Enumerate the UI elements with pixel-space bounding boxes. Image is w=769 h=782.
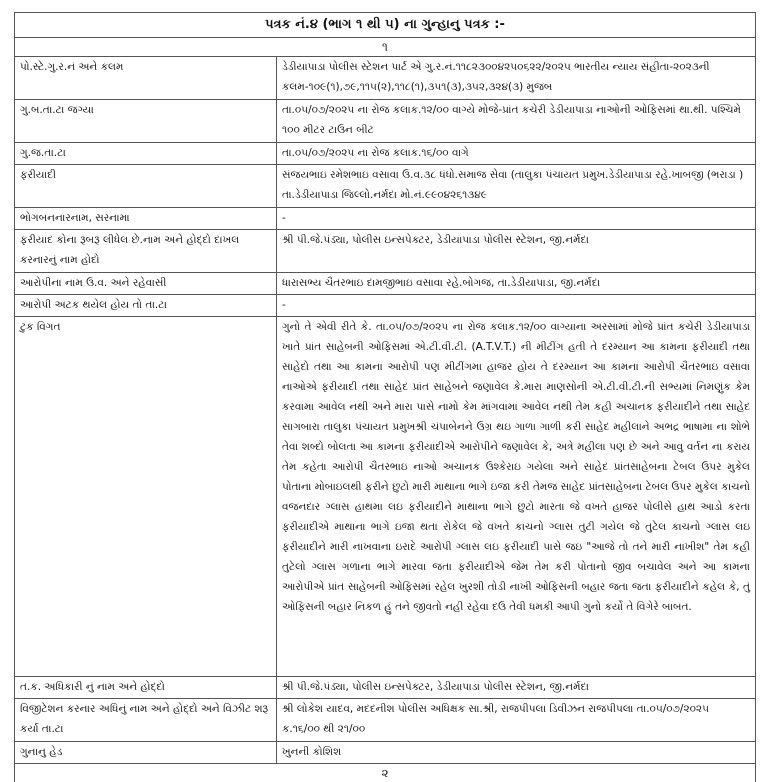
row-value: ગુનો તે એવી રીતે કે. તા.૦૫/૦૭/૨૦૨૫ ના રોજ કલાક.૧૨/૦૦ વાગ્યાના અરસામાં મોજે પ્રાંત કચેરી ડેડીયાપાડા ખાતે પ્રાંત સાહેબની ઓફિસમાં એ.ટી.વી.ટી. (A.T.V.T.) ની મીટીંગ હતી તે દરમ્યાન આ કામના ફરીયાદી તથા સાહેદો તથા આ કામના આરોપી પણ મીટીંગમા હાજર હોય તે દરમ્યાન આ કામના આરોપી ચૈતરભાઇ વસાવા નાઓએ ફરીયાદી તથા સાહેદ પ્રાંત સાહેબને જણાવેલ કે.મારા માણસોની એ.ટી.વી.ટી.ની સભ્યમાં નિમણુંક કેમ કરવામા આવેલ નથી અને મારા પાસે નામો કેમ માંગવામા આવેલ નથી તેમ કહી અચાનક ફરીયાદીને તથા સાહેદ સાગબારા તાલુકા પંચાયત પ્રમુખશ્રી ચંપાબેનને ઉગ્ર થઇ ગાળા ગાળી કરી સાહેદ મહીલાને અભદ્ર ભાષામા ના શોભે તેવા શબ્દો બોલતા આ કામના ફરીયાદીએ આરોપીને જણાવેલ કે, અત્રે મહીલા પણ છે અને આવુ વર્તન ના કરાય તેમ કહેતા આરોપી ચૈતરભાઇ નાઓ અચાનક ઉશ્કેરાઇ ગયેલા અને સાહેદ પ્રાંતસાહેબના ટેબલ ઉપર મુકેલ પોતાના મોબાઇલથી ફરીને છુટો મારી માથાના ભાગે ઇજા કરી તેમજ સાહેદ પ્રાંતસાહેબના ટેબલ ઉપર મુકેલ કાચનો વજનદાર ગ્લાસ હાથમા લઇ ફરીયાદીને માથાના ભાગે છુટો મારતા જે વખતે હાજર પોલીસે હાથ આડો કરતા ફરીયાદીએ માથાના ભાગે ઇજા થતા રોકેલ જે વખતે કાચનો ગ્લાસ તુટી ગયેલ જે તુટેલ કાચનો ગ્લાસ લઇ ફરીયાદીને મારી નાખવાના ઇરાદે આરોપી ગ્લાસ લઇ ફરીયાદી પાસે જઇ "આજે તો તને મારી નાખીશ" તેમ કહી તુટેલો ગ્લાસ ગળાના ભાગે મારવા જતા ફરીયાદીએ જેમ તેમ કરી પોતાનો જીવ બચાવેલ અને આ કામના આરોપીએ પ્રાંત સાહેબની ઓફિસમાં રહેલ ખુરશી તોડી નાખી ઓફિસની બહાર જતા જતા ફરીયાદીને કહેલ કે, તું ઓફિસની બહાર નિકળ હું તને જીવતો નહી રહેવા દઉ તેવી ધમકી આપી ગુનો કર્યો તે વિગેરે બાબત. xyxy=(277,317,756,677)
row-value: - xyxy=(277,208,756,230)
table-row xyxy=(15,230,756,273)
row-label: આરોપી અટક થયેલ હોય તો તા.ટા xyxy=(15,295,277,317)
table-row xyxy=(15,699,756,742)
table-row xyxy=(15,317,756,677)
table-row xyxy=(15,143,756,165)
row-value: - xyxy=(277,295,756,317)
table-row xyxy=(15,100,756,143)
row-value: સંજયભાઇ રમેશભાઇ વસાવા ઉ.વ.૩૮ ધંધો.સમાજ સેવા (તાલુકા પંચાયત પ્રમુખ.ડેડીયાપાડા રહે.ખાબજી (ભરાડા ) તા.ડેડીયાપાડા જિલ્લો.નર્મદા મો.નં.૯૯૦૪૨૬૧૩૪૯ xyxy=(277,165,756,208)
row-label: ગુ.બ.તા.ટા જગ્યા xyxy=(15,100,277,143)
document-page xyxy=(14,12,755,782)
table-row xyxy=(15,57,756,100)
section-number: ૧ xyxy=(15,38,756,57)
row-value: ખુનની કોશિશ xyxy=(277,742,756,764)
row-value: ડેડીયાપાડા પોલીસ સ્ટેશન પાર્ટ એ ગુ.ર.નં.૧૧૮૨૩૦૦૪૨૫૦૬૨૨/૨૦૨૫ ભારતીય ન્યાય સંહીતા-૨૦૨૩ની કલમ-૧૦૯(૧),૭૯,૧૧૫(૨),૧૧૮(૧),૩૫૧(૩),૩૫૨,૩૨૪(૩) મુજબ xyxy=(277,57,756,100)
row-label: ગુ.જ.તા.ટા xyxy=(15,143,277,165)
row-label: પો.સ્ટે.ગુ.ર.નં અને કલમ xyxy=(15,57,277,100)
table-row xyxy=(15,273,756,295)
next-section-number: ૨ xyxy=(15,764,756,782)
table-row xyxy=(15,742,756,764)
next-section-row xyxy=(15,764,756,782)
row-value: શ્રી પી.જે.પંડ્યા, પોલીસ ઇન્સપેક્ટર, ડેડીયાપાડા પોલીસ સ્ટેશન, જી.નર્મદા xyxy=(277,677,756,699)
table-row xyxy=(15,677,756,699)
title-row xyxy=(15,13,756,38)
row-label: ફરીયાદી xyxy=(15,165,277,208)
row-label: આરોપીના નામ ઉ.વ. અને રહેવાસી xyxy=(15,273,277,295)
row-value: ધારાસભ્ય ચૈતરભાઇ દામજીભાઇ વસાવા રહે.બોગજ, તા.ડેડીયાપાડા, જી.નર્મદા xyxy=(277,273,756,295)
table-row xyxy=(15,295,756,317)
row-label: ત.ક. અધિકારી નું નામ અને હોદ્દો xyxy=(15,677,277,699)
row-label: ફરીયાદ કોના રૂબરૂ લીધેલ છે.નામ અને હોદ્દો દાખલ કરનારનું નામ હોદો xyxy=(15,230,277,273)
row-label: ટુક વિગત xyxy=(15,317,277,677)
row-value: શ્રી લોકેશ યાદવ, મદદનીશ પોલીસ અધિક્ષક સા.શ્રી, રાજપીપલા ડિવીઝન રાજપીપલા તા.૦૫/૦૭/૨૦૨૫ ક.૧૬/૦૦ થી ૨૧/૦૦ xyxy=(277,699,756,742)
row-value: તા.૦૫/૦૭/૨૦૨૫ ના રોજ કલાક.૧૨/૦૦ વાગ્યે મોજે-પ્રાંત કચેરી ડેડીયાપાડા નાઓની ઓફિસમાં થા.થી. પશ્ચિમે ૧૦૦ મીટર ટાઉન બીટ xyxy=(277,100,756,143)
row-label: વિજીટેશન કરનાર અધિનું નામ અને હોદ્દો અને વિઝીટ શરૂ કર્યા તા.ટા xyxy=(15,699,277,742)
crime-record-table xyxy=(14,12,756,782)
document-title: પત્રક નં.૪ (ભાગ ૧ થી ૫) ના ગુન્હાનુ પત્રક :- xyxy=(15,13,756,38)
table-row xyxy=(15,165,756,208)
table-row xyxy=(15,208,756,230)
row-value: તા.૦૫/૦૭/૨૦૨૫ ના રોજ કલાક.૧૬/૦૦ વાગે xyxy=(277,143,756,165)
section-row xyxy=(15,38,756,57)
row-value: શ્રી પી.જે.પંડ્યા, પોલીસ ઇન્સપેક્ટર, ડેડીયાપાડા પોલીસ સ્ટેશન, જી.નર્મદા xyxy=(277,230,756,273)
row-label: ગુનાનુ હેડ xyxy=(15,742,277,764)
row-label: ભોગબનનારનામ, સરનામા xyxy=(15,208,277,230)
